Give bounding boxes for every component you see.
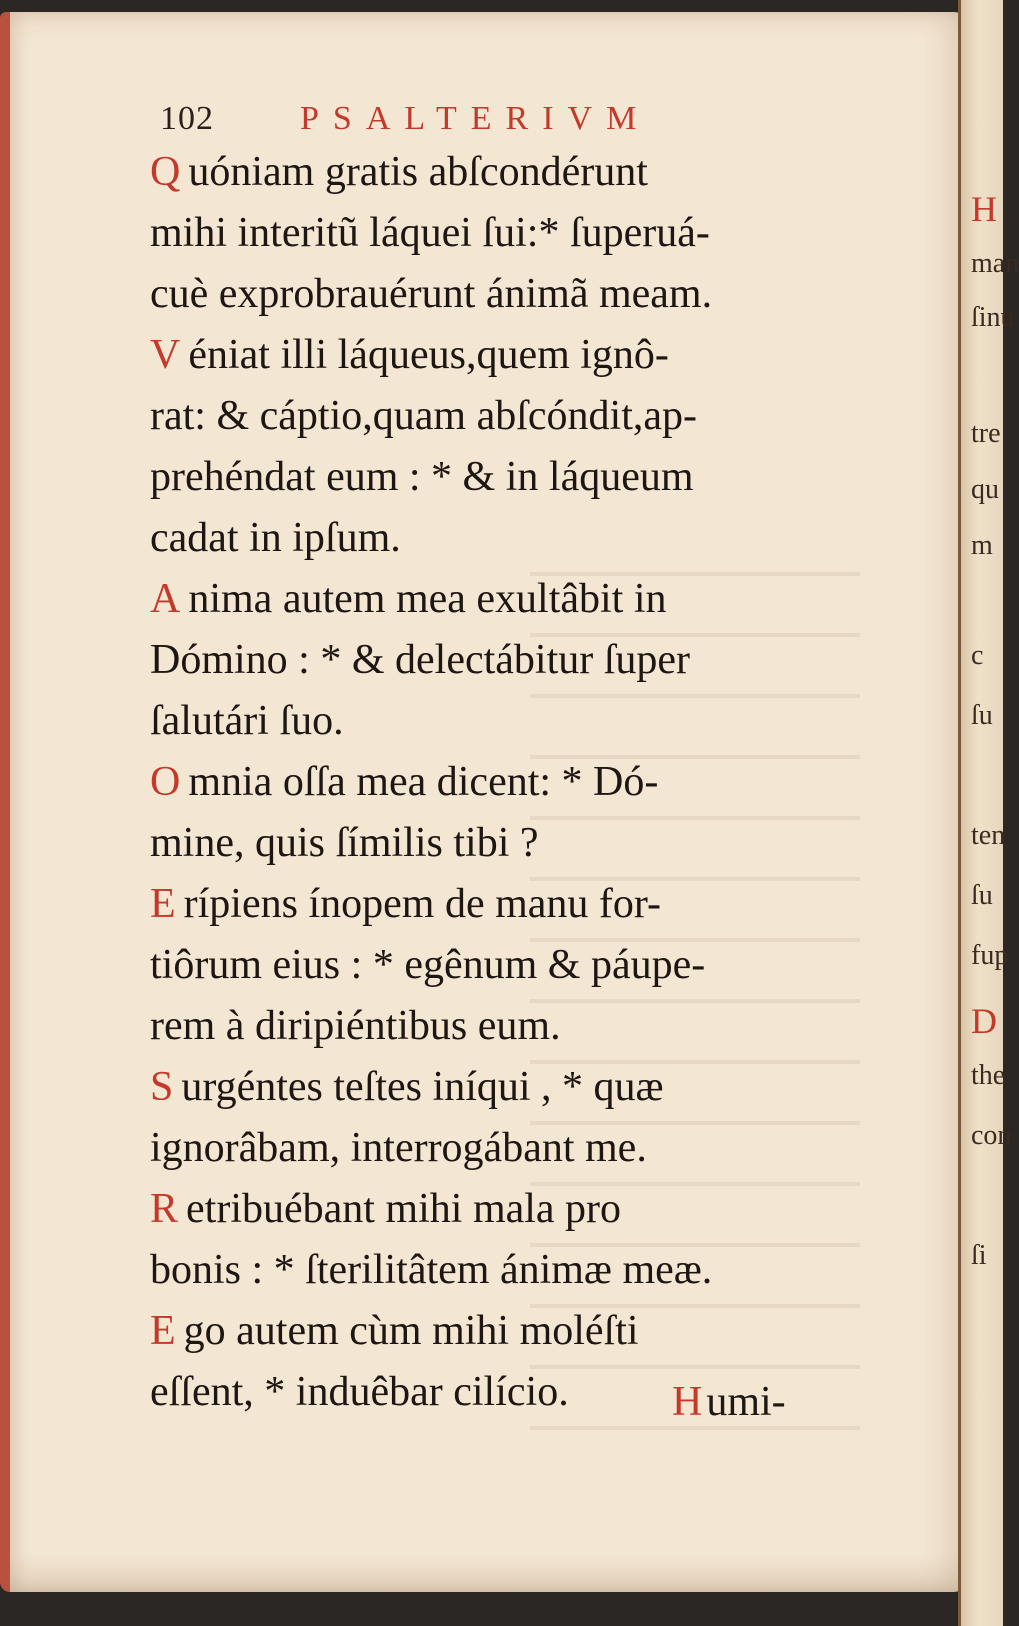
facing-fragment: fup	[971, 940, 1009, 971]
line-text: go autem cùm mihi moléſti	[183, 1308, 639, 1354]
text-line	[150, 447, 840, 508]
facing-fragment: man	[971, 248, 1019, 279]
facing-fragment: H	[971, 189, 997, 229]
line-text: prehéndat eum : * & in láqueum	[150, 454, 694, 500]
catchword-text: umi-	[706, 1379, 786, 1425]
text-line	[150, 1118, 840, 1179]
line-text: rípiens ínopem de manu for-	[183, 881, 662, 927]
text-line	[150, 935, 840, 996]
facing-fragment: qu	[971, 474, 999, 505]
text-line	[150, 691, 840, 752]
line-text: urgéntes teſtes iníqui , * quæ	[181, 1064, 664, 1110]
facing-fragment: con	[971, 1120, 1012, 1151]
rubric-initial: R	[150, 1186, 179, 1232]
facing-fragment: c	[971, 640, 984, 671]
line-text: cadat in ipſum.	[150, 515, 401, 561]
rubric-initial: H	[672, 1379, 703, 1425]
text-line	[150, 142, 840, 203]
text-line	[150, 569, 840, 630]
line-text: Dómino : * & delectábitur ſuper	[150, 637, 691, 683]
text-line	[150, 1301, 840, 1362]
rubric-initial: V	[150, 332, 181, 378]
text-line	[150, 264, 840, 325]
line-text: nima autem mea exultâbit in	[188, 576, 667, 622]
rubric-initial: A	[150, 576, 181, 622]
rubric-initial: Q	[150, 149, 181, 195]
line-text: mihi interitũ láquei ſui:* ſuperuá-	[150, 210, 710, 256]
line-text: éniat illi láqueus,quem ignô-	[188, 332, 669, 378]
rubric-initial: O	[150, 759, 181, 805]
text-line	[150, 630, 840, 691]
text-line	[150, 813, 840, 874]
text-line	[150, 325, 840, 386]
text-line	[150, 996, 840, 1057]
facing-fragment: ſu	[971, 880, 993, 911]
psalm-text	[150, 142, 840, 1423]
line-text: mnia oſſa mea dicent: * Dó-	[188, 759, 659, 805]
catchword	[672, 1378, 786, 1426]
line-text: etribuébant mihi mala pro	[186, 1186, 622, 1232]
running-title: PSALTERIVM	[300, 100, 651, 137]
facing-page-edge	[958, 0, 1019, 1626]
facing-fragment: m	[971, 530, 993, 561]
text-line	[150, 752, 840, 813]
line-text: eſſent, * induêbar cilício.	[150, 1369, 569, 1415]
rubric-initial: E	[150, 881, 176, 927]
facing-fragment: ſi	[971, 1240, 987, 1271]
page-number: 102	[160, 100, 214, 137]
line-text: ſalutári ſuo.	[150, 698, 344, 744]
text-line	[150, 1057, 840, 1118]
line-text: cuè exprobrauérunt ánimã meam.	[150, 271, 713, 317]
facing-fragment: D	[971, 1001, 997, 1041]
facing-fragment: ſu	[971, 700, 993, 731]
facing-fragment: ſinu	[971, 302, 1015, 333]
text-line	[150, 386, 840, 447]
rubric-initial: E	[150, 1308, 176, 1354]
line-text: mine, quis ſímilis tibi ?	[150, 820, 539, 866]
line-text: rat: & cáptio,quam abſcóndit,ap-	[150, 393, 697, 439]
line-text: uóniam gratis abſcondérunt	[188, 149, 648, 195]
text-line	[150, 203, 840, 264]
line-text: rem à diripiéntibus eum.	[150, 1003, 561, 1049]
line-text: tiôrum eius : * egênum & páupe-	[150, 942, 706, 988]
line-text: bonis : * ſterilitâtem ánimæ meæ.	[150, 1247, 713, 1293]
text-line	[150, 1240, 840, 1301]
facing-fragment: tre	[971, 418, 1001, 449]
text-line	[150, 508, 840, 569]
facing-fragment: ten	[971, 820, 1006, 851]
text-line	[150, 874, 840, 935]
line-text: ignorâbam, interrogábant me.	[150, 1125, 647, 1171]
facing-fragment: the	[971, 1060, 1006, 1091]
rubric-initial: S	[150, 1064, 174, 1110]
text-line	[150, 1179, 840, 1240]
